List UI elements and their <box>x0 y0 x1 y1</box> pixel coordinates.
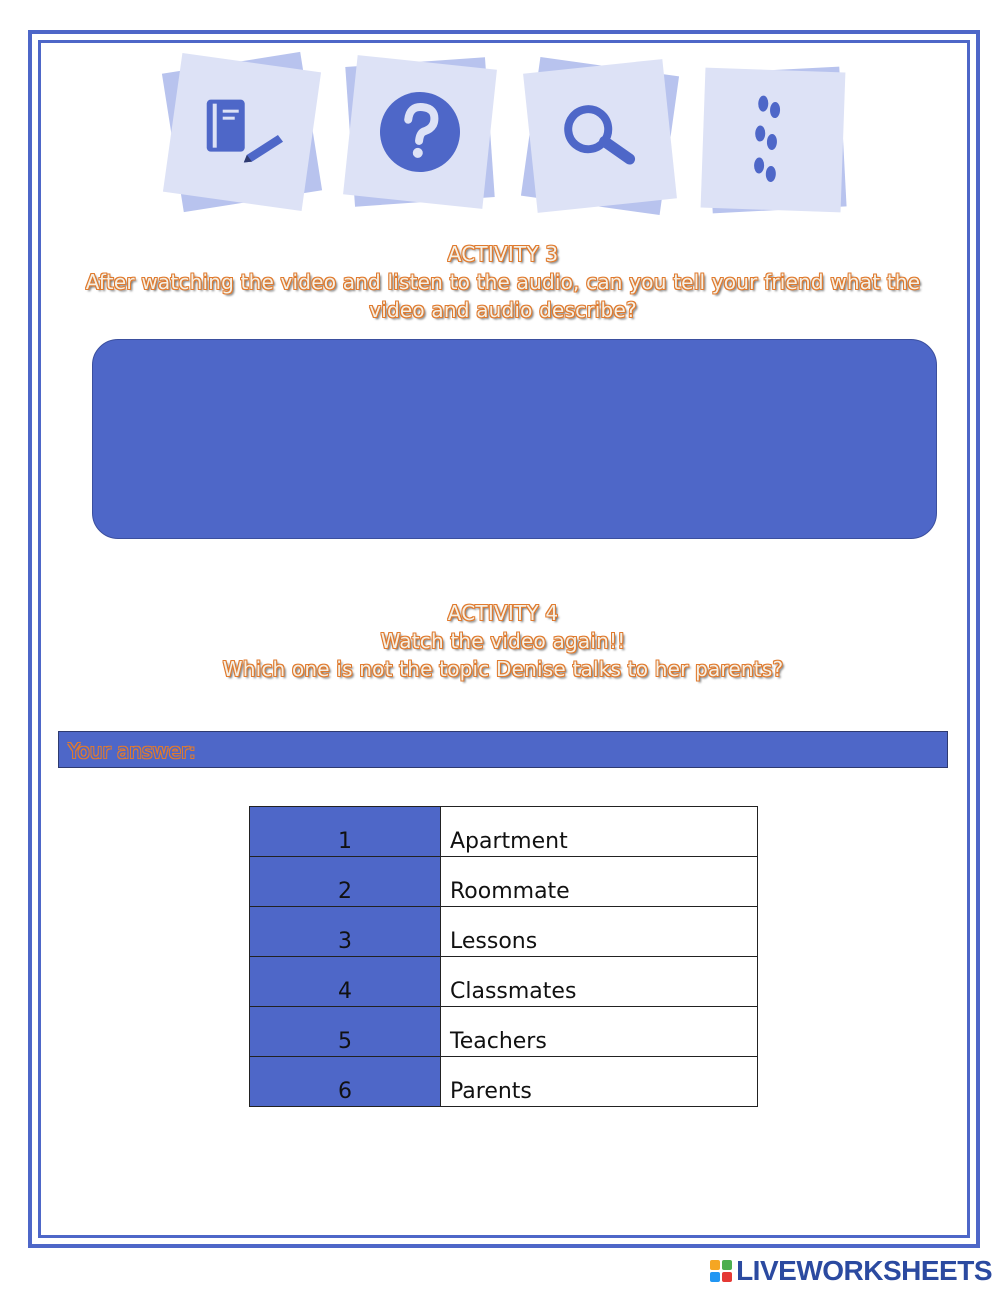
activity4-line1: Watch the video again!! <box>380 629 626 653</box>
option-label: Roommate <box>441 857 758 907</box>
activity3-prompt-line2: video and audio describe? <box>369 298 637 322</box>
activity4-title: ACTIVITY 4 <box>447 601 559 625</box>
notebook-card <box>172 62 312 202</box>
brand-name: LIVEWORKSHEETS <box>736 1255 992 1286</box>
option-label: Parents <box>441 1057 758 1107</box>
option-number: 3 <box>250 907 441 957</box>
question-mark-icon <box>371 83 470 182</box>
footprints-card <box>703 70 843 210</box>
activity4-heading <box>40 599 966 683</box>
footprints-icon <box>746 89 799 191</box>
table-row <box>250 807 758 857</box>
activity3-prompt-line1: After watching the video and listen to the audio, can you tell your friend what the <box>85 270 921 294</box>
liveworksheets-brand[interactable] <box>710 1255 992 1287</box>
option-label: Classmates <box>441 957 758 1007</box>
options-table <box>249 806 758 1107</box>
option-number: 2 <box>250 857 441 907</box>
activity4-answer-field[interactable] <box>58 731 948 768</box>
magnifier-card <box>530 66 670 206</box>
table-row <box>250 957 758 1007</box>
option-number: 5 <box>250 1007 441 1057</box>
option-number: 4 <box>250 957 441 1007</box>
activity3-heading <box>40 240 966 324</box>
option-number: 6 <box>250 1057 441 1107</box>
option-label: Apartment <box>441 807 758 857</box>
answer-label: Your answer: <box>68 739 196 763</box>
option-label: Teachers <box>441 1007 758 1057</box>
question-card <box>350 62 490 202</box>
activity3-title: ACTIVITY 3 <box>447 242 559 266</box>
option-label: Lessons <box>441 907 758 957</box>
activity3-answer-box[interactable] <box>92 339 937 539</box>
magnifier-icon <box>551 92 649 181</box>
activity4-line2: Which one is not the topic Denise talks to her parents? <box>222 657 784 681</box>
table-row <box>250 857 758 907</box>
table-row <box>250 1057 758 1107</box>
table-row <box>250 907 758 957</box>
notebook-pencil-icon <box>187 85 297 178</box>
option-number: 1 <box>250 807 441 857</box>
liveworksheets-logo-icon <box>710 1260 732 1282</box>
table-row <box>250 1007 758 1057</box>
